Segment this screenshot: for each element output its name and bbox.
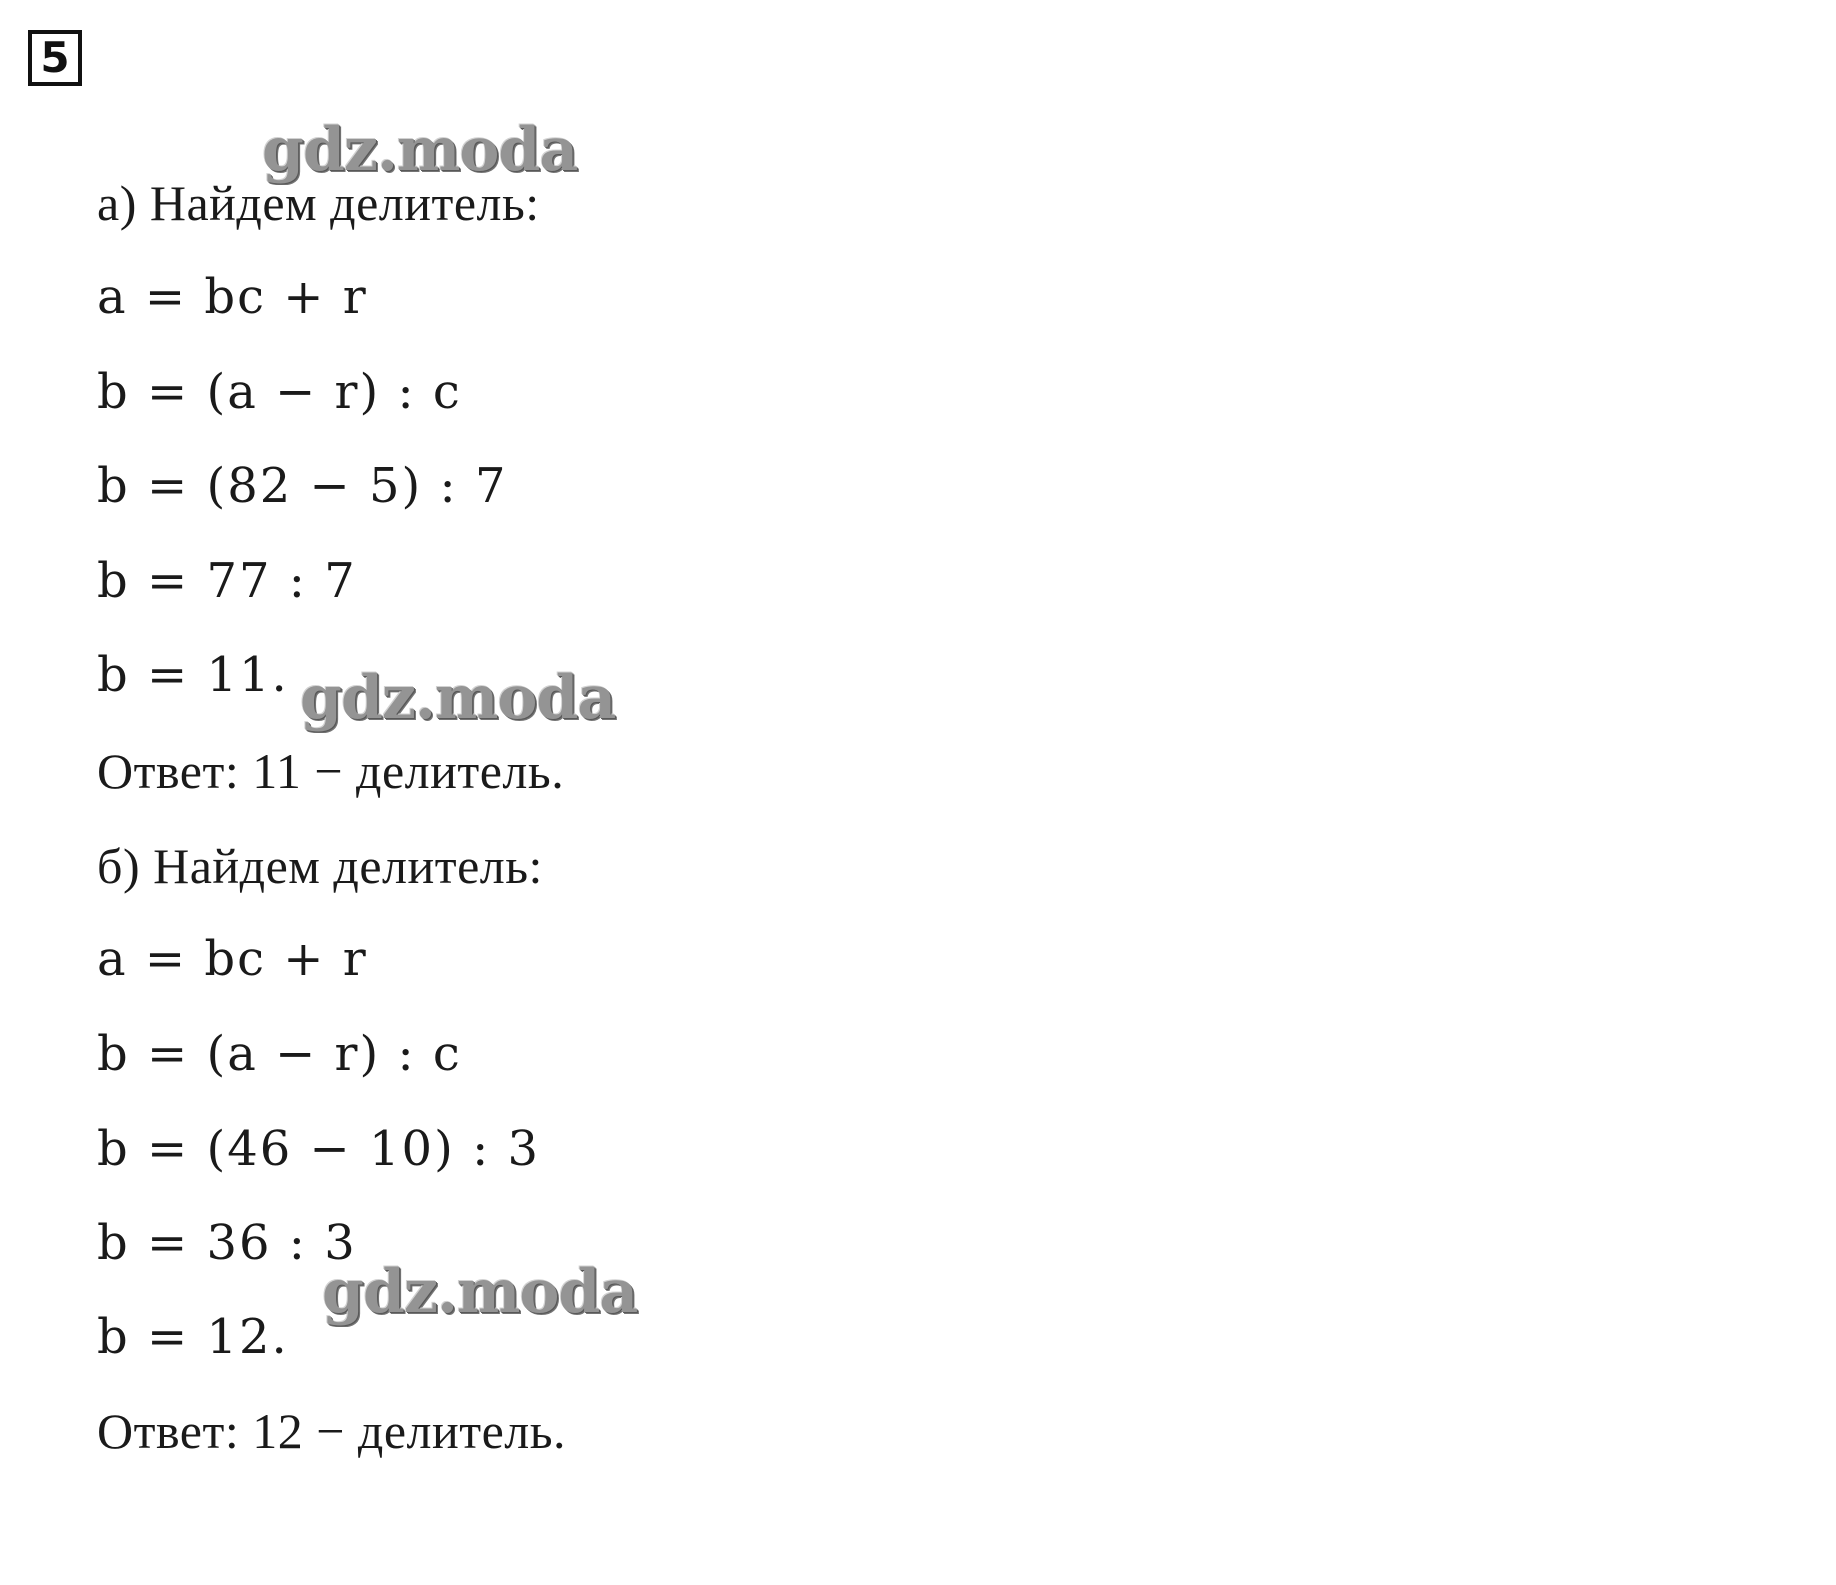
part-b-formula-line: a = bc + r <box>97 931 368 987</box>
part-a-formula-line: a = bc + r <box>97 269 368 325</box>
part-b-heading: б) Найдем делитель: <box>97 838 543 894</box>
watermark-logo: gdz.moda <box>262 115 578 185</box>
watermark-logo: gdz.moda <box>322 1257 638 1327</box>
part-b-formula-line: b = 36 : 3 <box>97 1215 357 1271</box>
task-number-badge: 5 <box>28 30 82 86</box>
part-b-formula-line: b = 12. <box>97 1309 289 1365</box>
watermark-logo: gdz.moda <box>300 663 616 733</box>
part-b-formula-line: b = (46 − 10) : 3 <box>97 1121 541 1177</box>
part-b-formula-line: b = (a − r) : c <box>97 1026 462 1082</box>
part-a-answer: Ответ: 11 − делитель. <box>97 743 565 799</box>
part-a-formula-line: b = (82 − 5) : 7 <box>97 458 508 514</box>
part-a-heading: а) Найдем делитель: <box>97 175 540 231</box>
part-b-answer: Ответ: 12 − делитель. <box>97 1403 567 1459</box>
part-a-formula-line: b = (a − r) : c <box>97 364 462 420</box>
part-a-formula-line: b = 11. <box>97 647 289 703</box>
part-a-formula-line: b = 77 : 7 <box>97 553 357 609</box>
